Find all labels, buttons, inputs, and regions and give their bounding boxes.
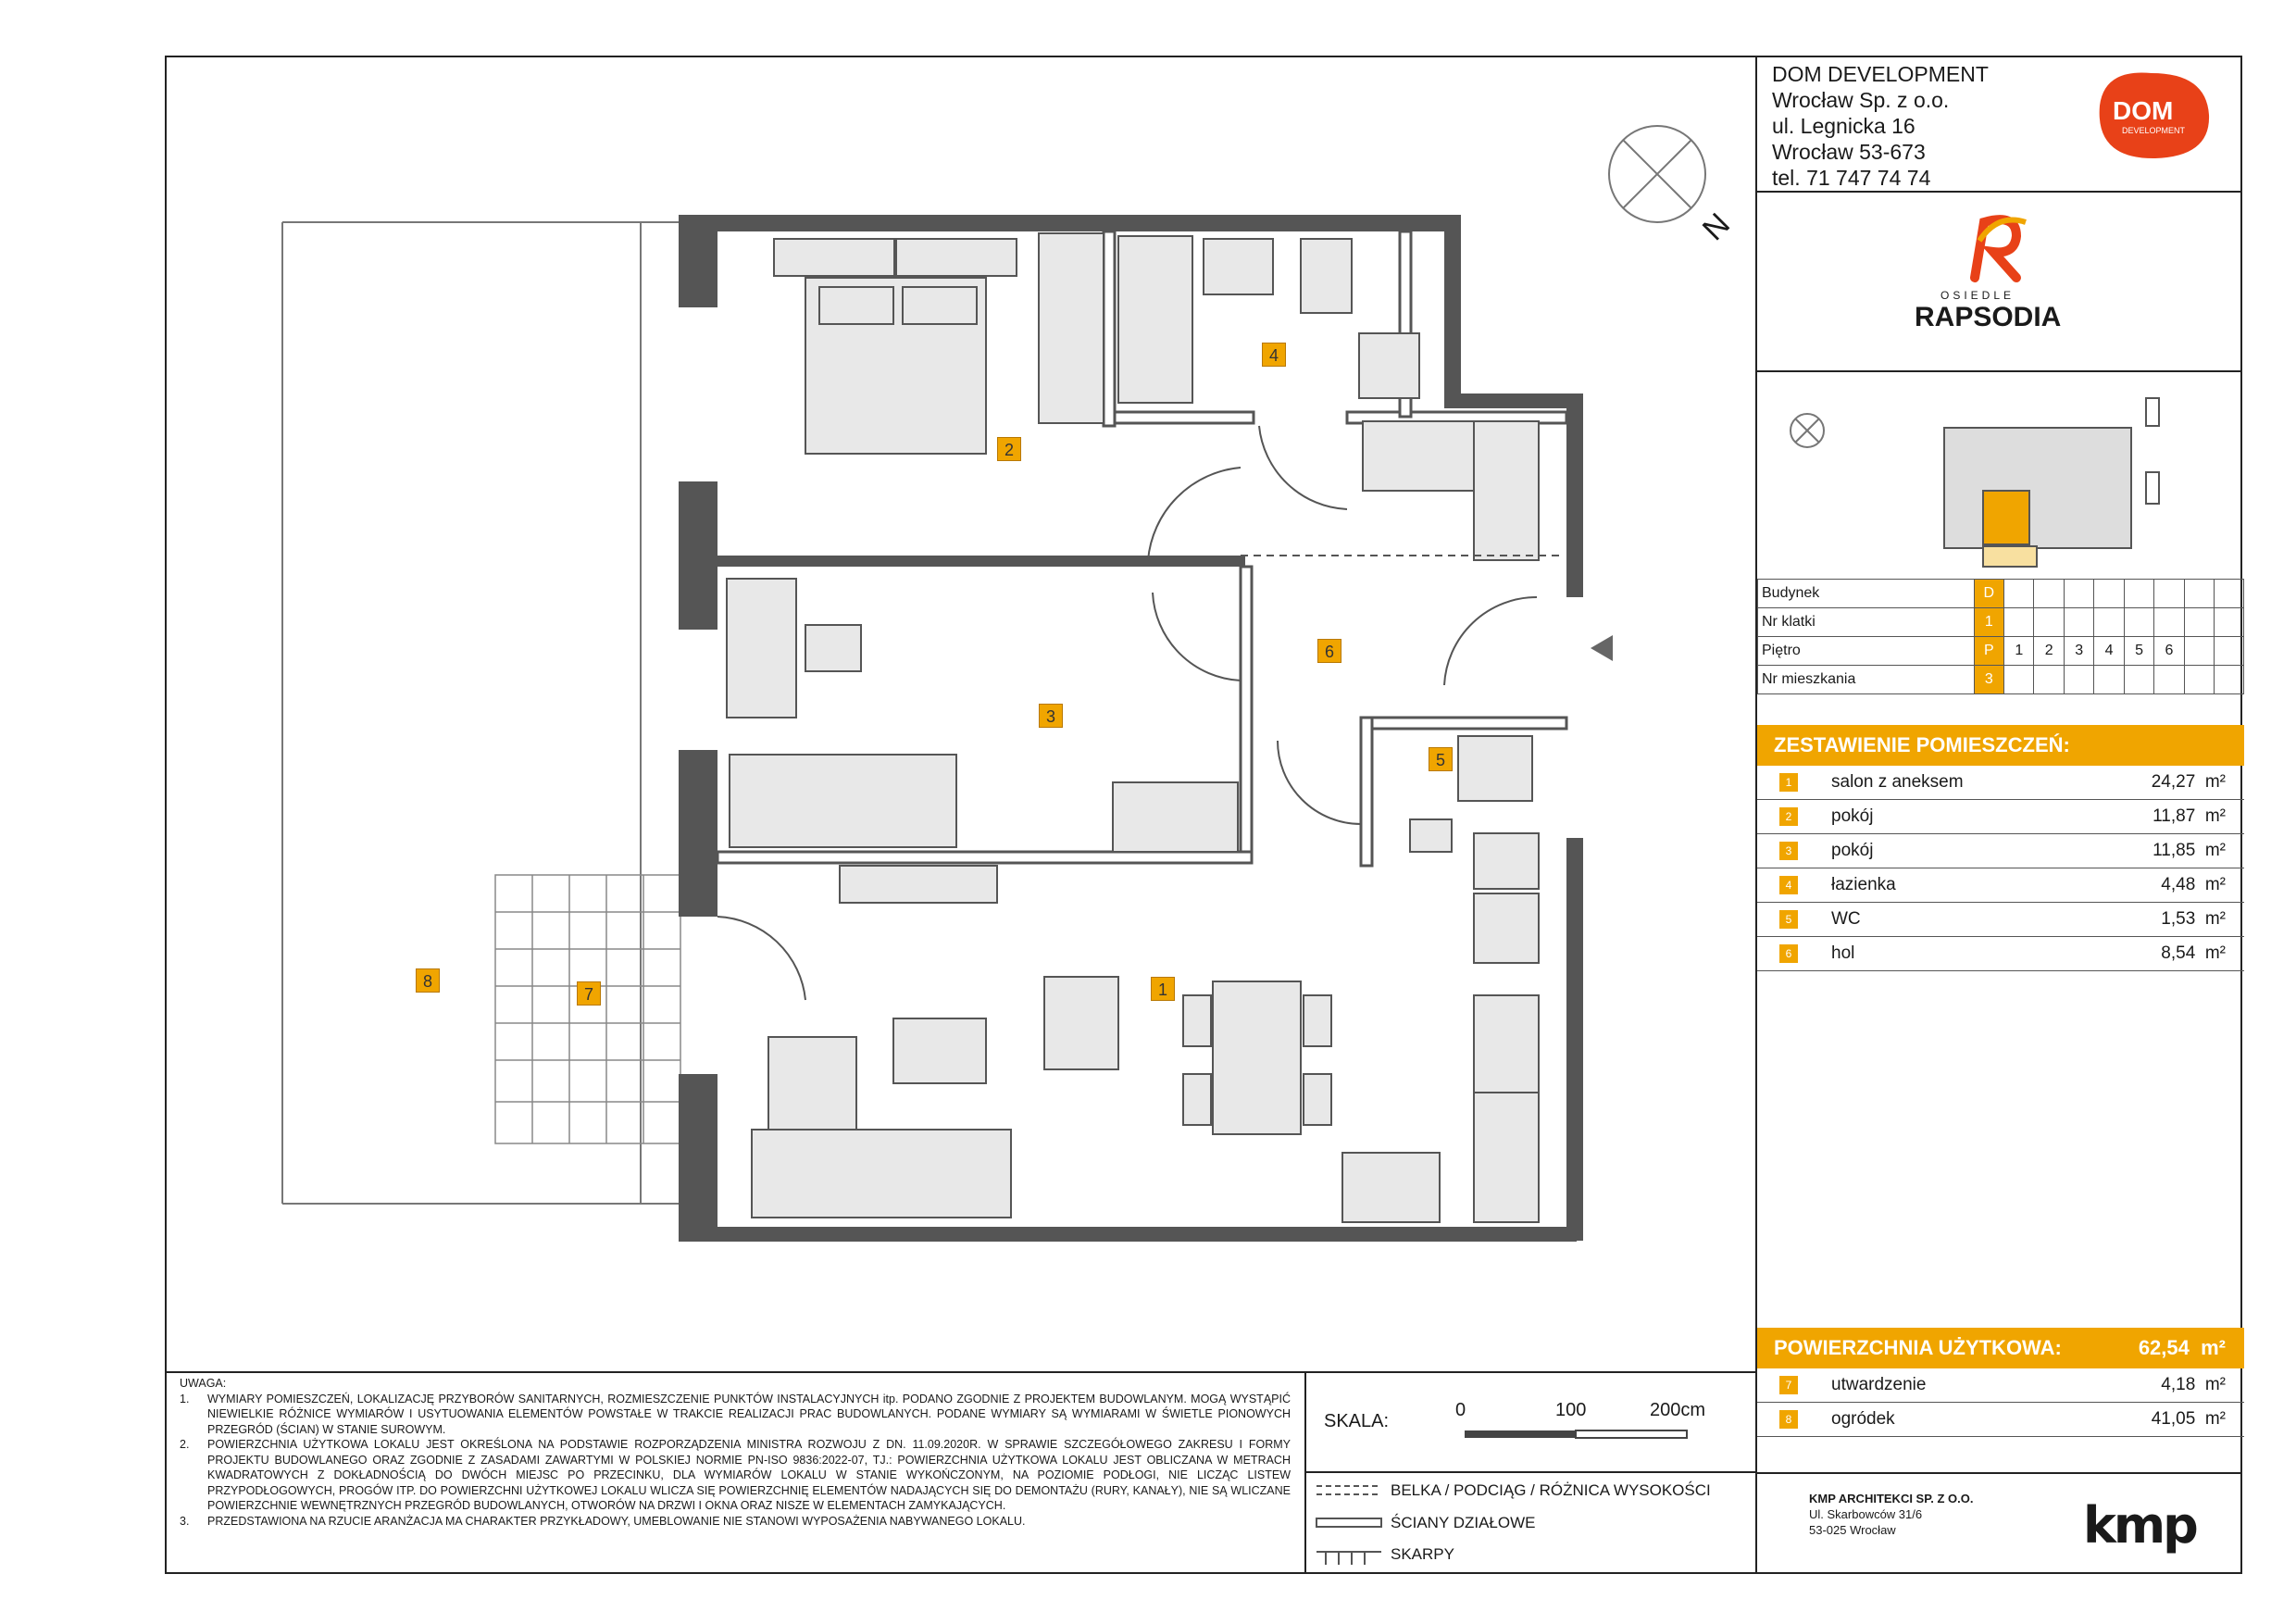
divider xyxy=(1757,1472,2242,1474)
room-number: 5 xyxy=(1779,910,1798,929)
extra-row xyxy=(1757,1368,2244,1403)
rapsodia-logo xyxy=(1915,204,2081,370)
north-label: N xyxy=(1695,206,1738,248)
logo-big-text: RAPSODIA xyxy=(1915,302,2062,332)
table-row xyxy=(1758,580,2244,608)
room-row xyxy=(1757,937,2244,971)
room-name: łazienka xyxy=(1831,875,1896,894)
extra-area: 4,18 m² xyxy=(2161,1375,2226,1394)
extra-number: 8 xyxy=(1779,1410,1798,1429)
room-area: 8,54 m² xyxy=(2161,943,2226,963)
total-area-bar xyxy=(1757,1328,2244,1368)
label-apartment-no: Nr mieszkania xyxy=(1758,666,1975,694)
kmp-logo: kmp xyxy=(2083,1496,2196,1555)
developer-line: tel. 71 747 74 74 xyxy=(1772,166,1931,190)
room-number: 3 xyxy=(1779,842,1798,860)
floor-option: 6 xyxy=(2154,637,2184,666)
logo-subtext: DEVELOPMENT xyxy=(2122,126,2186,135)
room-number: 2 xyxy=(1779,807,1798,826)
scale-tick-200: 200cm xyxy=(1650,1400,1706,1420)
developer-line: Wrocław Sp. z o.o. xyxy=(1772,88,1950,112)
room-row xyxy=(1757,834,2244,868)
notes-title: UWAGA: xyxy=(180,1377,227,1390)
value-floor: P xyxy=(1974,637,2004,666)
rooms-header: ZESTAWIENIE POMIESZCZEŃ: xyxy=(1757,725,2244,766)
developer-line: DOM DEVELOPMENT xyxy=(1772,62,1989,86)
room-area: 11,85 m² xyxy=(2152,841,2226,860)
architect-name: KMP ARCHITEKCI SP. Z O.O. xyxy=(1809,1492,1974,1505)
room-tag-4: 4 xyxy=(1262,343,1286,367)
table-row xyxy=(1758,666,2244,694)
room-tag-3: 3 xyxy=(1039,704,1063,728)
note-item: 2. POWIERZCHNIA UŻYTKOWA LOKALU JEST OKREŚLONA NA PODSTAWIE ROZPORZĄDZENIA MINISTRA ROZWOJU Z DN. 11.09.2020R. W SPRAWIE SZCZEGÓŁOWEGO ZAKRESU I FORMY PROJEKTU BUDOWLANEGO ORAZ ZGODNIE Z ZASADAMI ZAWARTYMI W POLSKIEJ NORMIE PN-ISO 9836:2022-07, TJ.: POWIERZCHNIA UŻYTKOWA LOKALU JEST OBLICZANA W METRACH KWADRATOWYCH Z DOKŁADNOŚCIĄ DO DWÓCH MIEJSC PO PRZECINKU, DLA WYMIARÓW LOKALU W STANIE WYKOŃCZONYM, NA POZIOMIE PODŁOGI, NIE LICZĄC LISTEW PRZYPODŁOGOWYCH, PROGÓW ITP. DO POWIERZCHNI UŻYTKOWEJ LOKALU WLICZA SIĘ POWIERZCHNIĘ ELEMENTÓW NADAJĄCYCH SIĘ DO DEMONTAŻU (RURY, KANAŁY), NIE SĄ WLICZANE POWIERZCHNIE WEWNĘTRZNYCH PRZEGRÓD BUDOWLANYCH, OTWORÓW NA DRZWI I OKNA ORAZ NISZE W ELEMENTACH ZAMYKAJĄCYCH. xyxy=(180,1438,1291,1512)
table-row xyxy=(1758,637,2244,666)
room-tag-6: 6 xyxy=(1317,639,1341,663)
room-name: salon z aneksem xyxy=(1831,772,1964,792)
extra-number: 7 xyxy=(1779,1376,1798,1394)
total-label: POWIERZCHNIA UŻYTKOWA: xyxy=(1774,1336,2062,1359)
label-building: Budynek xyxy=(1758,580,1975,608)
room-name: WC xyxy=(1831,909,1861,929)
extra-area: 41,05 m² xyxy=(2151,1409,2226,1429)
scale-label: SKALA: xyxy=(1324,1411,1390,1431)
dom-development-logo xyxy=(2090,69,2213,161)
apartment-info-table xyxy=(1757,579,2244,694)
room-tag-2: 2 xyxy=(997,437,1021,461)
room-area: 1,53 m² xyxy=(2161,909,2226,929)
floor-option: 4 xyxy=(2094,637,2124,666)
room-tag-8: 8 xyxy=(416,968,440,993)
room-tag-1: 1 xyxy=(1151,977,1175,1001)
table-row xyxy=(1758,608,2244,637)
notes-block xyxy=(180,1376,1291,1529)
room-area: 4,48 m² xyxy=(2161,875,2226,894)
architect-info xyxy=(1809,1491,1973,1538)
architect-city: 53-025 Wrocław xyxy=(1809,1523,1896,1537)
logo-text: DOM xyxy=(2113,96,2174,125)
label-floor: Piętro xyxy=(1758,637,1975,666)
room-tag-5: 5 xyxy=(1429,747,1453,771)
room-number: 1 xyxy=(1779,773,1798,792)
legend-slopes: SKARPY xyxy=(1391,1545,1454,1563)
floor-option: 5 xyxy=(2124,637,2153,666)
scale-tick-0: 0 xyxy=(1455,1400,1466,1420)
room-area: 11,87 m² xyxy=(2152,806,2226,826)
scale-tick-100: 100 xyxy=(1555,1400,1587,1420)
value-apartment-no: 3 xyxy=(1974,666,2004,694)
value-building: D xyxy=(1974,580,2004,608)
legend-partition: ŚCIANY DZIAŁOWE xyxy=(1391,1514,1536,1531)
developer-line: Wrocław 53-673 xyxy=(1772,140,1926,164)
logo-small-text: OSIEDLE xyxy=(1940,289,2015,302)
extra-name: utwardzenie xyxy=(1831,1375,1927,1394)
extra-name: ogródek xyxy=(1831,1409,1895,1429)
floor-option: 2 xyxy=(2034,637,2064,666)
room-number: 6 xyxy=(1779,944,1798,963)
legend-beam: BELKA / PODCIĄG / RÓŻNICA WYSOKOŚCI xyxy=(1391,1481,1711,1499)
label-staircase: Nr klatki xyxy=(1758,608,1975,637)
room-row xyxy=(1757,766,2244,800)
floor-option: 3 xyxy=(2064,637,2093,666)
total-area: 62,54 m² xyxy=(2138,1336,2226,1359)
room-row xyxy=(1757,903,2244,937)
room-number: 4 xyxy=(1779,876,1798,894)
room-name: pokój xyxy=(1831,806,1874,826)
room-name: hol xyxy=(1831,943,1855,963)
info-panel xyxy=(1755,56,2242,1574)
room-row xyxy=(1757,800,2244,834)
developer-line: ul. Legnicka 16 xyxy=(1772,114,1915,138)
architect-street: Ul. Skarbowców 31/6 xyxy=(1809,1507,1923,1521)
room-name: pokój xyxy=(1831,841,1874,860)
note-item: 1. WYMIARY POMIESZCZEŃ, LOKALIZACJĘ PRZYBORÓW SANITARNYCH, ROZMIESZCZENIE PUNKTÓW INSTALACYJNYCH itp. PODANO ZGODNIE Z PROJEKTEM BUDOWLANYM. MOGĄ WYSTĄPIĆ NIEWIELKIE RÓŻNICE WYMIARÓW I USYTUOWANIA ELEMENTÓW POWSTAŁE W TRAKCIE REALIZACJI PRAC BUDOWLANYCH. PODANE WYMIARY SĄ WYMIARAMI W ŚWIETLE PIONOWYCH PRZEGRÓD (ŚCIAN) W STANIE SUROWYM. xyxy=(180,1392,1291,1436)
value-staircase: 1 xyxy=(1974,608,2004,637)
room-tag-7: 7 xyxy=(577,981,601,1006)
developer-address xyxy=(1772,61,1989,191)
divider xyxy=(1757,370,2242,372)
extra-row xyxy=(1757,1403,2244,1437)
note-item: 3. PRZEDSTAWIONA NA RZUCIE ARANŻACJA MA CHARAKTER PRZYKŁADOWY, UMEBLOWANIE NIE STANOWI WYPOSAŻENIA NABYWANEGO LOKALU. xyxy=(180,1514,1026,1528)
room-area: 24,27 m² xyxy=(2151,772,2226,792)
room-row xyxy=(1757,868,2244,903)
floor-option: 1 xyxy=(2004,637,2034,666)
divider xyxy=(1757,191,2242,193)
